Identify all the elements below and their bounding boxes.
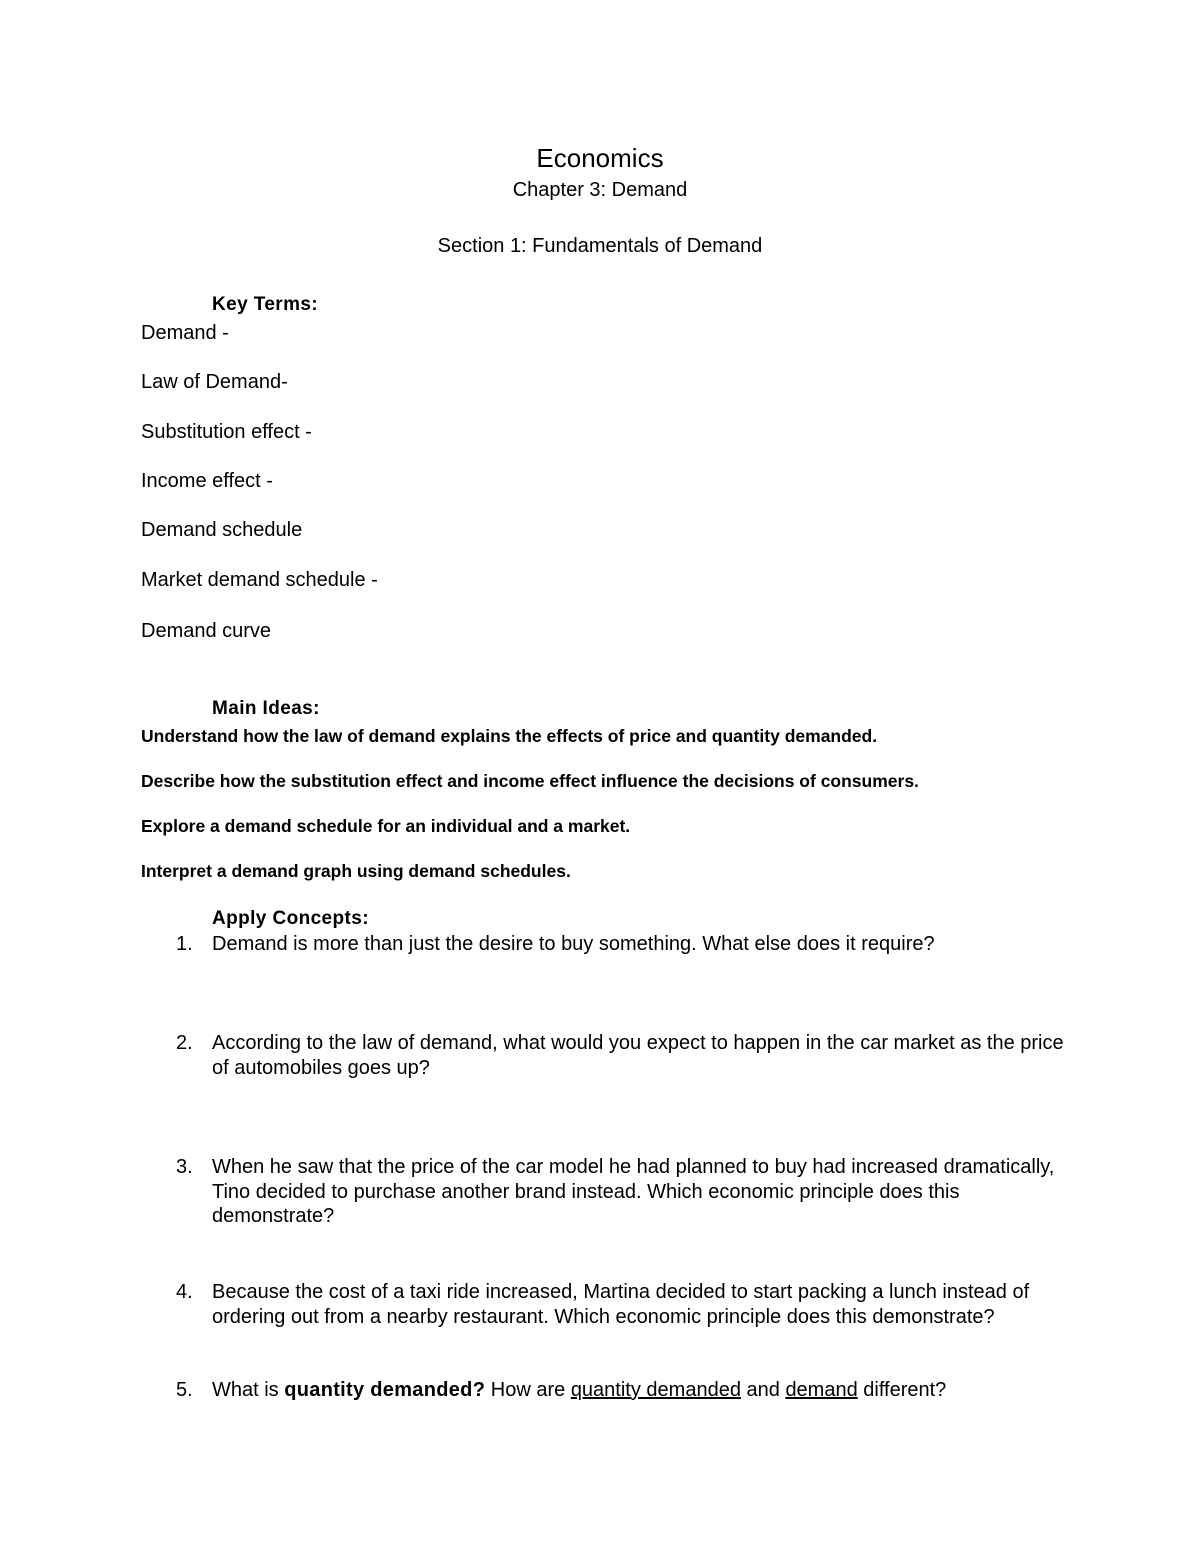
question-text: According to the law of demand, what would you expect to happen in the car market as the price of automobiles goes up? xyxy=(212,1032,1064,1079)
underlined-term-quantity-demanded: quantity demanded xyxy=(570,1379,741,1401)
question-text xyxy=(212,1378,1072,1403)
apply-concepts-heading: Apply Concepts: xyxy=(212,908,369,929)
document-title: Economics xyxy=(536,143,664,173)
underlined-term-demand: demand xyxy=(785,1379,858,1401)
question-text: Because the cost of a taxi ride increased, Martina decided to start packing a lunch instead of ordering out from a nearby restaurant. Which economic principle does this demonstrate? xyxy=(212,1281,1030,1328)
question-number: 5. xyxy=(176,1379,193,1401)
main-idea-item: Interpret a demand graph using demand schedules. xyxy=(141,861,571,881)
question-number: 3. xyxy=(176,1156,193,1178)
key-terms-heading: Key Terms: xyxy=(212,294,319,315)
section-heading: Section 1: Fundamentals of Demand xyxy=(437,235,763,257)
key-term-demand-schedule: Demand schedule xyxy=(141,519,303,541)
question-text-part: different? xyxy=(857,1379,947,1401)
key-term-market-demand-schedule: Market demand schedule - xyxy=(141,569,378,591)
key-term-law-of-demand: Law of Demand- xyxy=(141,371,288,393)
question-number: 4. xyxy=(176,1281,193,1303)
question-text-part: and xyxy=(740,1379,786,1401)
question-text: When he saw that the price of the car model he had planned to buy had increased dramatically, Tino decided to purchase another brand instead. Which economic principle does this demonstrate? xyxy=(212,1156,1055,1227)
main-idea-item: Explore a demand schedule for an individual and a market. xyxy=(141,816,631,836)
question-text: Demand is more than just the desire to buy something. What else does it require? xyxy=(212,933,935,955)
question-text-part: What is xyxy=(212,1379,285,1401)
chapter-heading: Chapter 3: Demand xyxy=(512,179,688,201)
bold-term-quantity-demanded: quantity demanded? xyxy=(284,1379,486,1401)
main-idea-item: Understand how the law of demand explains the effects of price and quantity demanded. xyxy=(141,726,878,746)
key-term-demand: Demand - xyxy=(141,322,229,344)
key-term-income-effect: Income effect - xyxy=(141,470,273,492)
main-idea-item: Describe how the substitution effect and income effect influence the decisions of consumers. xyxy=(141,771,919,791)
question-number: 2. xyxy=(176,1032,193,1054)
key-term-demand-curve: Demand curve xyxy=(141,620,272,642)
question-number: 1. xyxy=(176,933,193,955)
main-ideas-heading: Main Ideas: xyxy=(212,698,320,719)
key-term-substitution-effect: Substitution effect - xyxy=(141,421,312,443)
question-text-part: How are xyxy=(485,1379,571,1401)
